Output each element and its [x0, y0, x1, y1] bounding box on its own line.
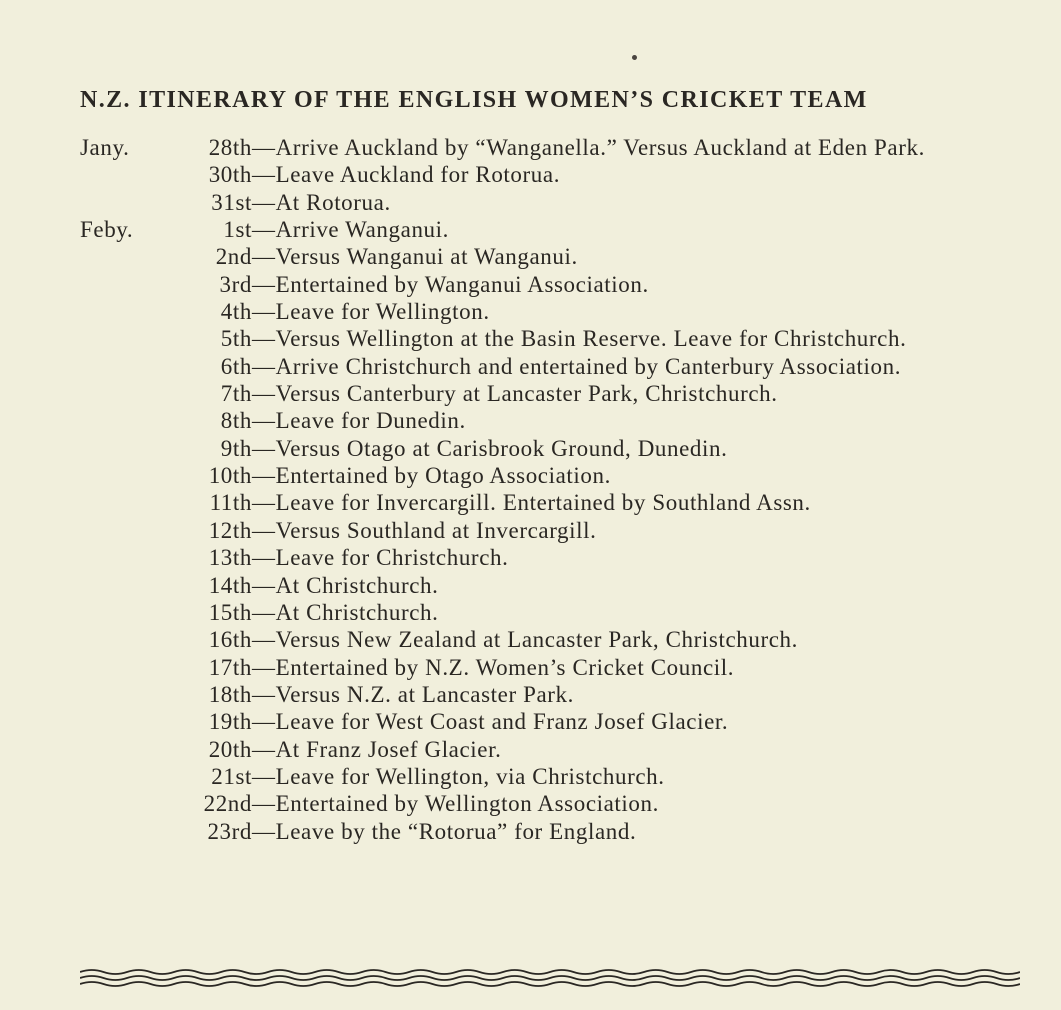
entry-day: 15th: [208, 599, 252, 625]
entry-text: —Versus Wanganui at Wanganui.: [252, 244, 578, 270]
itinerary-entry: [0, 544, 1061, 571]
entry-day: 8th: [220, 408, 252, 434]
itinerary-entry: [0, 708, 1061, 735]
entry-day: 20th: [208, 736, 252, 762]
entry-day: 28th: [208, 135, 252, 160]
itinerary-entry: [0, 489, 1061, 516]
entry-text: —At Christchurch.: [252, 599, 439, 625]
entry-text: —Leave for Wellington.: [252, 299, 490, 325]
entry-text: —Versus N.Z. at Lancaster Park.: [252, 681, 574, 707]
itinerary-entry: [0, 517, 1061, 544]
itinerary-entry: [0, 790, 1061, 817]
entry-text: —Leave for Invercargill. Entertained by Southland Assn.: [252, 490, 811, 516]
itinerary-entry: [0, 818, 1061, 845]
entry-day: 13th: [208, 545, 252, 571]
itinerary-entry: [0, 763, 1061, 790]
entry-text: —Leave Auckland for Rotorua.: [252, 162, 561, 188]
entry-day: 2nd: [215, 244, 252, 270]
entry-text: —Entertained by Wanganui Association.: [252, 271, 649, 297]
itinerary-entry: [0, 216, 1061, 243]
entry-text: —Arrive Auckland by “Wanganella.” Versus Auckland at Eden Park.: [252, 135, 925, 160]
entry-day: 4th: [220, 299, 252, 325]
itinerary-entry: [0, 298, 1061, 325]
entry-text: —Versus Otago at Carisbrook Ground, Dunedin.: [252, 435, 728, 461]
itinerary-entry: [0, 462, 1061, 489]
entry-text: —Entertained by N.Z. Women’s Cricket Council.: [252, 654, 735, 680]
entry-month: Feby.: [80, 217, 134, 243]
entry-text: —Versus Wellington at the Basin Reserve. Leave for Christchurch.: [252, 326, 907, 352]
itinerary-entry: [0, 654, 1061, 681]
wavy-rule-divider: [80, 964, 1020, 994]
entry-day: 11th: [209, 490, 252, 516]
entry-day: 9th: [220, 435, 252, 461]
itinerary-entry: [0, 243, 1061, 270]
entry-text: —Versus Canterbury at Lancaster Park, Christchurch.: [252, 381, 778, 407]
entry-text: —Leave for Dunedin.: [252, 408, 466, 434]
itinerary-entry: [0, 353, 1061, 380]
itinerary-entry: [0, 407, 1061, 434]
page-title: N.Z. ITINERARY OF THE ENGLISH WOMEN’S CRICKET TEAM: [80, 87, 868, 113]
entry-month: Jany.: [80, 135, 130, 160]
entry-day: 14th: [208, 572, 252, 598]
entry-day: 12th: [208, 517, 252, 543]
entry-day: 31st: [211, 189, 252, 215]
itinerary-entry: [0, 161, 1061, 188]
entry-day: 16th: [208, 627, 252, 653]
entry-day: 19th: [208, 709, 252, 735]
entry-day: 17th: [208, 654, 252, 680]
entry-text: —Versus New Zealand at Lancaster Park, Christchurch.: [252, 627, 798, 653]
itinerary-list: [0, 134, 1061, 845]
entry-day: 30th: [208, 162, 252, 188]
entry-text: —Leave for Wellington, via Christchurch.: [252, 763, 665, 789]
entry-text: —Versus Southland at Invercargill.: [252, 517, 597, 543]
entry-day: 6th: [220, 353, 252, 379]
itinerary-entry: [0, 599, 1061, 626]
itinerary-entry: [0, 189, 1061, 216]
entry-day: 22nd: [203, 791, 252, 817]
entry-day: 21st: [211, 763, 252, 789]
entry-text: —At Franz Josef Glacier.: [252, 736, 502, 762]
itinerary-entry: [0, 271, 1061, 298]
itinerary-entry: [0, 380, 1061, 407]
entry-text: —Entertained by Wellington Association.: [252, 791, 659, 817]
entry-text: —Entertained by Otago Association.: [252, 463, 611, 489]
entry-day: 23rd: [207, 818, 252, 844]
entry-day: 3rd: [219, 271, 252, 297]
entry-day: 5th: [220, 326, 252, 352]
itinerary-entry: [0, 325, 1061, 352]
itinerary-entry: [0, 681, 1061, 708]
entry-day: 1st: [223, 217, 252, 243]
itinerary-entry: [0, 572, 1061, 599]
itinerary-entry: [0, 626, 1061, 653]
itinerary-entry: [0, 736, 1061, 763]
entry-text: —At Rotorua.: [252, 189, 391, 215]
entry-day: 10th: [208, 463, 252, 489]
entry-text: —Leave for West Coast and Franz Josef Glacier.: [252, 709, 729, 735]
itinerary-entry: [0, 134, 1061, 161]
ornament-dot: [632, 55, 637, 60]
entry-text: —Leave for Christchurch.: [252, 545, 509, 571]
entry-text: —Arrive Wanganui.: [252, 217, 449, 243]
entry-day: 18th: [208, 681, 252, 707]
entry-text: —Arrive Christchurch and entertained by Canterbury Association.: [252, 353, 902, 379]
entry-day: 7th: [220, 381, 252, 407]
itinerary-entry: [0, 435, 1061, 462]
entry-text: —Leave by the “Rotorua” for England.: [252, 818, 637, 844]
entry-text: —At Christchurch.: [252, 572, 439, 598]
